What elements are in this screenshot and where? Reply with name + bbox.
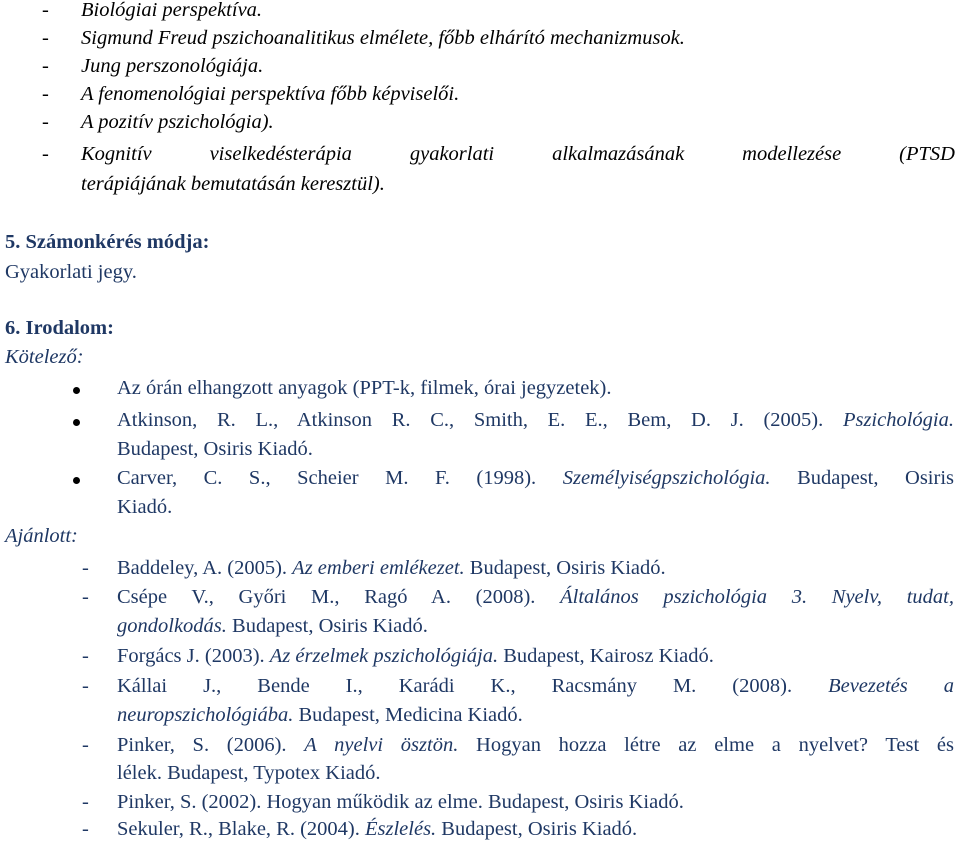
required-item: Az órán elhangzott anyagok (PPT-k, filmek, órai jegyzetek). [117, 377, 612, 399]
list-dash: - [42, 111, 49, 133]
list-dash: - [42, 143, 49, 165]
list-dash: - [82, 734, 89, 756]
topic-item: Sigmund Freud pszichoanalitikus elmélete, főbb elhárító mechanizmusok. [81, 27, 685, 49]
topic-item-continuation: terápiájának bemutatásán keresztül). [81, 173, 385, 195]
list-dash: - [82, 675, 89, 697]
list-dash: - [82, 586, 89, 608]
recommended-item: Pinker, S. (2002). Hogyan működik az elme. Budapest, Osiris Kiadó. [117, 791, 684, 813]
recommended-item-continuation: gondolkodás. Budapest, Osiris Kiadó. [117, 615, 428, 637]
recommended-item: Sekuler, R., Blake, R. (2004). Észlelés. Budapest, Osiris Kiadó. [117, 818, 638, 840]
recommended-item-continuation: lélek. Budapest, Typotex Kiadó. [117, 762, 381, 784]
list-dash: - [82, 645, 89, 667]
topic-item: A pozitív pszichológia). [81, 111, 274, 133]
recommended-label: Ajánlott: [5, 525, 78, 547]
required-item-continuation: Budapest, Osiris Kiadó. [117, 438, 313, 460]
required-item: Atkinson, R. L., Atkinson R. C., Smith, E. E., Bem, D. J. (2005). Pszichológia. [117, 409, 954, 431]
bullet-icon [73, 419, 80, 426]
recommended-item: Kállai J., Bende I., Karádi K., Racsmány M. (2008). Bevezetés a [117, 675, 954, 697]
list-dash: - [82, 791, 89, 813]
required-item-continuation: Kiadó. [117, 496, 173, 518]
topic-item: Kognitív viselkedésterápia gyakorlati alkalmazásának modellezése (PTSD [81, 143, 955, 165]
section-heading: 5. Számonkérés módja: [5, 231, 210, 253]
bullet-icon [73, 477, 80, 484]
list-dash: - [42, 0, 49, 21]
bullet-icon [73, 387, 80, 394]
assessment-type: Gyakorlati jegy. [5, 261, 137, 283]
topic-item: A fenomenológiai perspektíva főbb képviselői. [81, 83, 460, 105]
list-dash: - [42, 27, 49, 49]
section-heading: 6. Irodalom: [5, 317, 114, 339]
topic-item: Jung perszonológiája. [81, 55, 264, 77]
required-item: Carver, C. S., Scheier M. F. (1998). Személyiségpszichológia. Budapest, Osiris [117, 467, 954, 489]
topic-item: Biológiai perspektíva. [81, 0, 263, 21]
list-dash: - [42, 83, 49, 105]
list-dash: - [82, 818, 89, 840]
list-dash: - [42, 55, 49, 77]
required-label: Kötelező: [5, 346, 84, 368]
recommended-item: Pinker, S. (2006). A nyelvi ösztön. Hogyan hozza létre az elme a nyelvet? Test és [117, 734, 954, 756]
recommended-item: Baddeley, A. (2005). Az emberi emlékezet. Budapest, Osiris Kiadó. [117, 557, 666, 579]
list-dash: - [82, 557, 89, 579]
recommended-item: Csépe V., Győri M., Ragó A. (2008). Általános pszichológia 3. Nyelv, tudat, [117, 586, 954, 608]
recommended-item: Forgács J. (2003). Az érzelmek pszichológiája. Budapest, Kairosz Kiadó. [117, 645, 714, 667]
recommended-item-continuation: neuropszichológiába. Budapest, Medicina Kiadó. [117, 704, 523, 726]
